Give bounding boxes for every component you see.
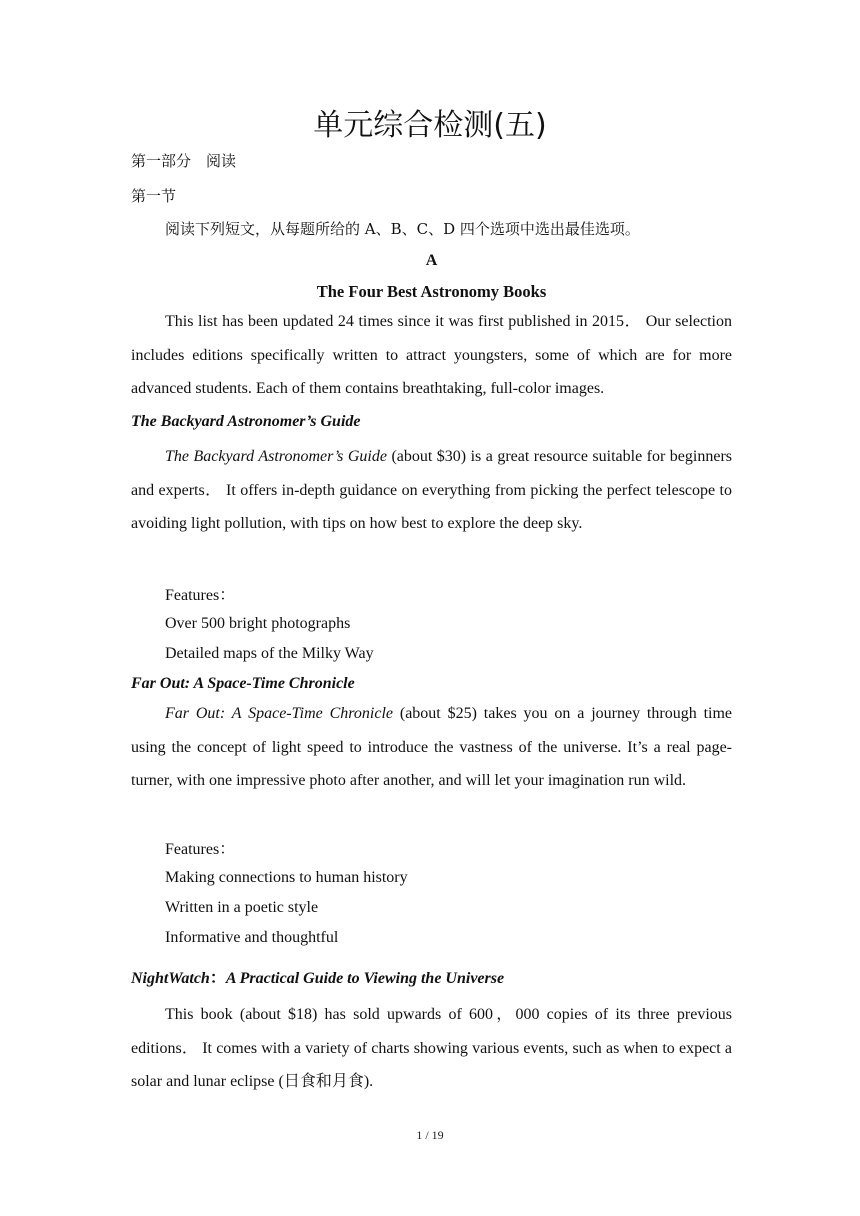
passage-heading: The Four Best Astronomy Books bbox=[316, 282, 547, 301]
book3-heading-rest: A Practical Guide to Viewing the Universe bbox=[225, 970, 505, 987]
intro-text: This list has been updated 24 times since it was first published in 2015． Our selection includes editions specifically written to attract youngsters, some of which are for more advanced students. Each of them contains breathtaking, full-color images. bbox=[131, 313, 732, 397]
book2-heading-main: Far Out bbox=[131, 675, 185, 692]
passage-letter: A bbox=[425, 252, 438, 269]
book3-desc: This book (about $18) has sold upwards of 600，000 copies of its three previous editions． It comes with a variety of charts showing various events, such as when to expect a solar and lunar eclipse (日食和月食). bbox=[131, 1006, 732, 1090]
book2-feature-item: Written in a poetic style bbox=[165, 899, 319, 916]
book2-features-label: Features： bbox=[165, 841, 236, 858]
book3-heading-main: NightWatch bbox=[131, 970, 210, 987]
book1-title: The Backyard Astronomer’s Guide bbox=[165, 448, 387, 465]
instruction: 阅读下列短文，从每题所给的 A、B、C、D 四个选项中选出最佳选项。 bbox=[165, 220, 640, 238]
book2-feature-item: Making connections to human history bbox=[165, 869, 408, 886]
book3-heading-sep: ： bbox=[209, 970, 226, 987]
book2-heading-rest: : A Space-Time Chronicle bbox=[184, 675, 355, 692]
part-heading: 第一部分 阅读 bbox=[131, 152, 237, 170]
book2-feature-item: Informative and thoughtful bbox=[165, 929, 339, 946]
page-number: 1 / 19 bbox=[416, 1128, 444, 1142]
book1-feature-item: Detailed maps of the Milky Way bbox=[165, 645, 374, 662]
book1-desc: (about $30) is a great resource suitable for beginners and experts． It offers in-depth guidance on everything from picking the perfect telescope to avoiding light pollution, with tips on how best to explore the deep sky. bbox=[131, 448, 732, 532]
book2-paragraph bbox=[131, 697, 732, 798]
book3-paragraph bbox=[131, 998, 732, 1099]
book1-paragraph bbox=[131, 440, 732, 541]
intro-paragraph bbox=[131, 305, 732, 406]
section-heading: 第一节 bbox=[131, 187, 177, 205]
page-title: 单元综合检测(五) bbox=[313, 108, 547, 143]
book3-heading bbox=[131, 965, 732, 988]
book1-heading: The Backyard Astronomer’s Guide bbox=[131, 413, 361, 430]
book2-title: Far Out: A Space-Time Chronicle bbox=[165, 705, 394, 722]
book2-heading bbox=[131, 675, 732, 693]
book2-desc: (about $25) takes you on a journey through time using the concept of light speed to introduce the vastness of the universe. It’s a real page-turner, with one impressive photo after another, and will let your imagination run wild. bbox=[131, 705, 733, 789]
book1-features-label: Features： bbox=[165, 587, 236, 604]
book1-feature-item: Over 500 bright photographs bbox=[165, 615, 351, 632]
